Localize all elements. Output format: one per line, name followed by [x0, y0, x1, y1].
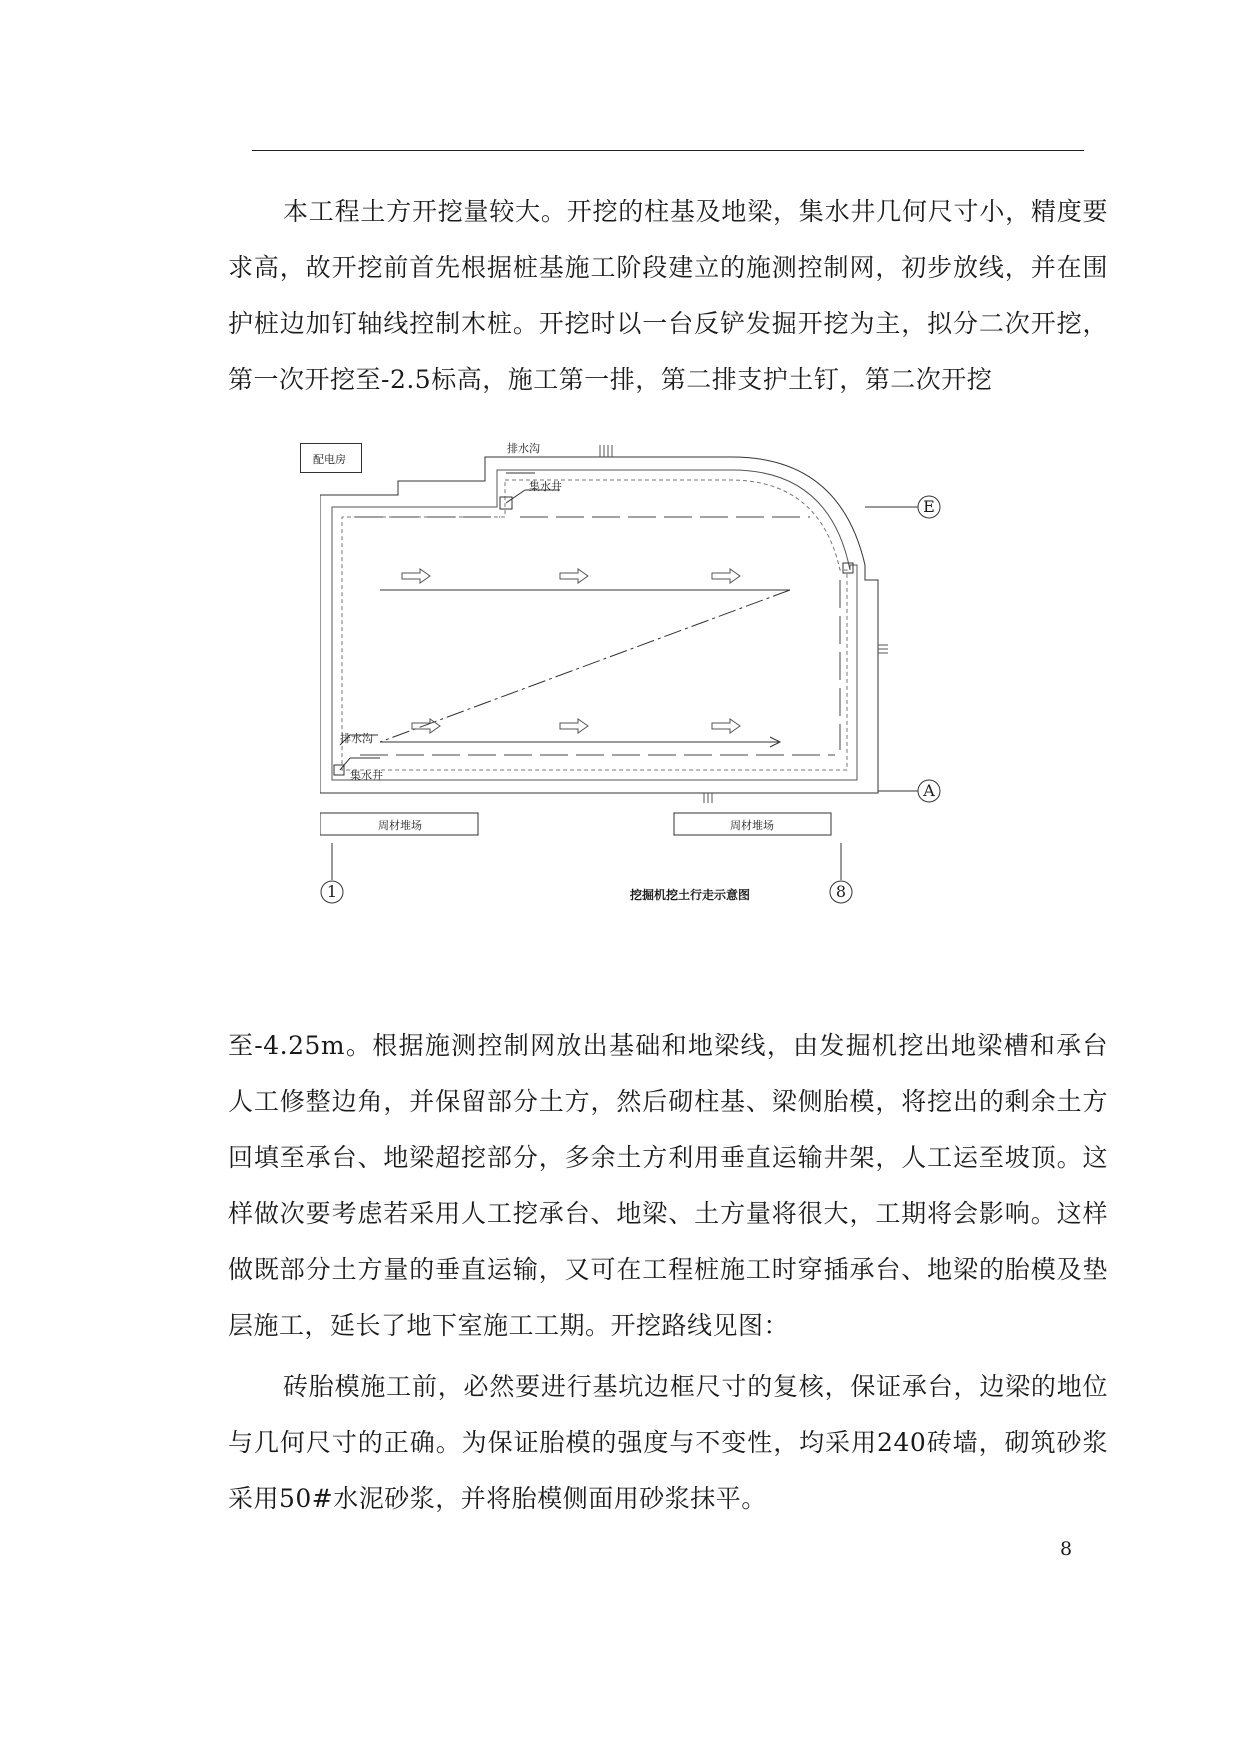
- figure-caption: 挖掘机挖土行走示意图: [629, 888, 750, 902]
- power-room-label: 配电房: [313, 453, 346, 466]
- yard-right-label: 周材堆场: [730, 819, 774, 832]
- paragraph-3-text: 砖胎模施工前，必然要进行基坑边框尺寸的复核，保证承台，边梁的地位与几何尺寸的正确。为保证胎模的强度与不变性，均采用240砖墙，砌筑砂浆采用50#水泥砂浆，并将胎模侧面用砂浆抹平。: [228, 1372, 1108, 1513]
- wall-ticks: [320, 445, 888, 803]
- sump-bottom-label: 集水井: [350, 769, 383, 782]
- axis-label-a: A: [923, 781, 935, 800]
- axis-label-8: 8: [835, 882, 847, 901]
- drain-bottom-label: 排水沟: [340, 732, 373, 745]
- paragraph-3: [228, 1359, 1108, 1527]
- drain-top-label: 排水沟: [507, 442, 540, 455]
- route-line-diagonal: [380, 590, 790, 742]
- paragraph-1: [228, 184, 1108, 408]
- drainage-ditch-line: [342, 480, 847, 770]
- site-plan-drawing: [320, 445, 1060, 1010]
- excavation-route-figure: [313, 442, 1060, 1010]
- paragraph-2: [228, 1018, 1108, 1354]
- route-arrows: [402, 569, 740, 733]
- page-number: 8: [1060, 1538, 1073, 1560]
- header-rule: [252, 150, 1084, 151]
- axis-label-e: E: [923, 497, 935, 516]
- paragraph-1-text: 本工程土方开挖量较大。开挖的柱基及地梁，集水井几何尺寸小，精度要求高，故开挖前首先根据桩基施工阶段建立的施测控制网，初步放线，并在围护桩边加钉轴线控制木桩。开挖时以一台反铲发掘开挖为主，拟分二次开挖，第一次开挖至-2.5标高，施工第一排，第二排支护土钉，第二次开挖: [228, 197, 1108, 394]
- sump-top-label: 集水井: [529, 480, 562, 493]
- yard-left-label: 周材堆场: [378, 819, 422, 832]
- axis-label-1: 1: [326, 882, 338, 901]
- paragraph-2-text: 至-4.25m。根据施测控制网放出基础和地梁线，由发掘机挖出地梁槽和承台人工修整边角，并保留部分土方，然后砌柱基、梁侧胎模，将挖出的剩余土方回填至承台、地梁超挖部分，多余土方利用垂直运输井架，人工运至坡顶。这样做次要考虑若采用人工挖承台、地梁、土方量将很大，工期将会影响。这样做既部分土方量的垂直运输，又可在工程桩施工时穿插承台、地梁的胎模及垫层施工，延长了地下室施工工期。开挖路线见图：: [228, 1031, 1108, 1340]
- excavation-boundary: [355, 517, 840, 755]
- power-room: [300, 443, 362, 473]
